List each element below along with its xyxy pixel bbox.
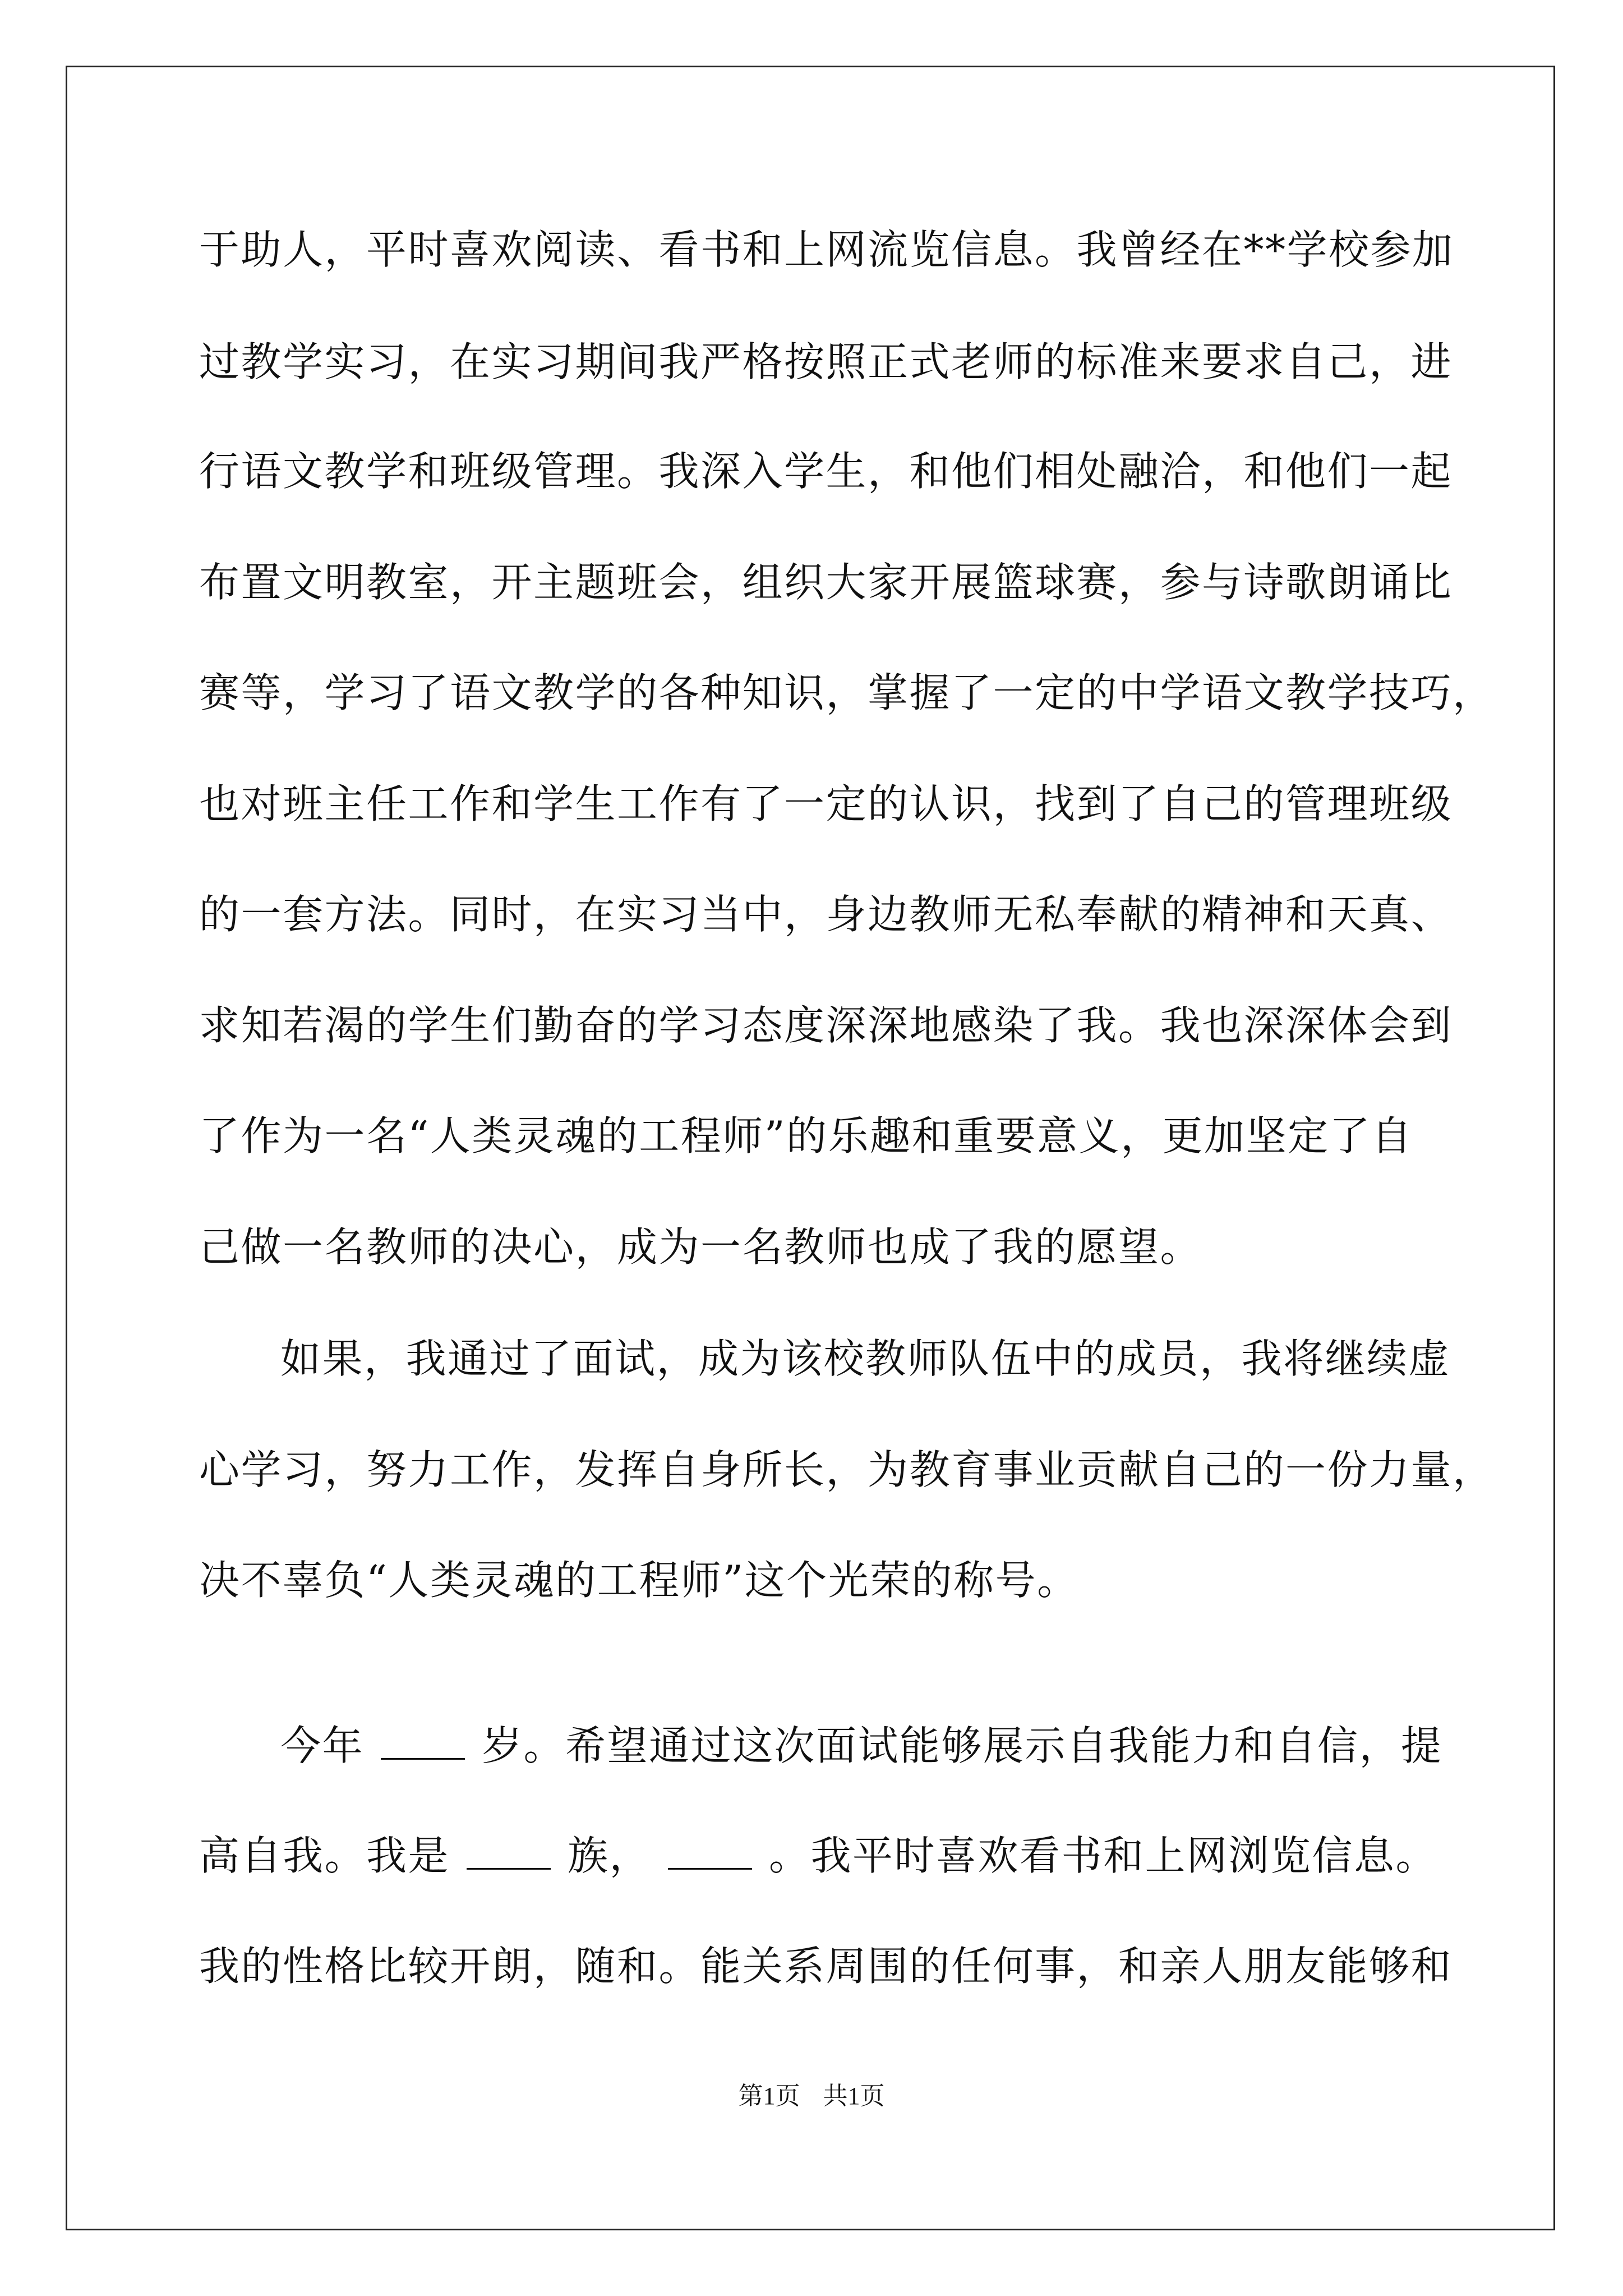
- text-line: 于助人，平时喜欢阅读、看书和上网流览信息。我曾经在**学校参加: [199, 226, 1454, 273]
- text-line: 赛等，学习了语文教学的各种知识，掌握了一定的中学语文教学技巧，: [199, 669, 1495, 716]
- text-line: 如果，我通过了面试，成为该校教师队伍中的成员，我将继续虚: [280, 1335, 1451, 1382]
- info-blank-field[interactable]: [668, 1834, 752, 1870]
- text-line: 过教学实习，在实习期间我严格按照正式老师的标准来要求自己，进: [199, 338, 1453, 385]
- text-segment: 高自我。我是: [199, 1832, 450, 1879]
- text-line-with-blank: [199, 1828, 1437, 1884]
- text-line: 行语文教学和班级管理。我深入学生，和他们相处融洽，和他们一起: [199, 448, 1453, 495]
- text-segment: 今年: [280, 1722, 365, 1769]
- text-line: 求知若渴的学生们勤奋的学习态度深深地感染了我。我也深深体会到: [199, 1002, 1453, 1049]
- text-line: 心学习，努力工作，发挥自身所长，为教育事业贡献自己的一份力量，: [199, 1446, 1495, 1493]
- text-line: 布置文明教室，开主题班会，组织大家开展篮球赛，参与诗歌朗诵比: [199, 559, 1453, 606]
- text-segment: 。我平时喜欢看书和上网浏览信息。: [769, 1832, 1438, 1879]
- text-line: 的一套方法。同时，在实习当中，身边教师无私奉献的精神和天真、: [199, 891, 1453, 938]
- text-line: 了作为一名“人类灵魂的工程师”的乐趣和重要意义，更加坚定了自: [199, 1112, 1413, 1159]
- text-line: 也对班主任工作和学生工作有了一定的认识，找到了自己的管理班级: [199, 780, 1453, 827]
- text-segment: 岁。希望通过这次面试能够展示自我能力和自信，提: [482, 1722, 1443, 1769]
- text-line-with-blank: [280, 1718, 1443, 1774]
- text-segment: 族，: [568, 1832, 652, 1879]
- age-blank-field[interactable]: [381, 1724, 465, 1760]
- ethnicity-blank-field[interactable]: [467, 1834, 551, 1870]
- page-number-footer: 第1页 共1页: [738, 2082, 885, 2110]
- text-line: 决不辜负“人类灵魂的工程师”这个光荣的称号。: [199, 1557, 1079, 1604]
- text-line: 己做一名教师的决心，成为一名教师也成了我的愿望。: [199, 1223, 1202, 1271]
- text-line: 我的性格比较开朗，随和。能关系周围的任何事，和亲人朋友能够和: [199, 1943, 1453, 1990]
